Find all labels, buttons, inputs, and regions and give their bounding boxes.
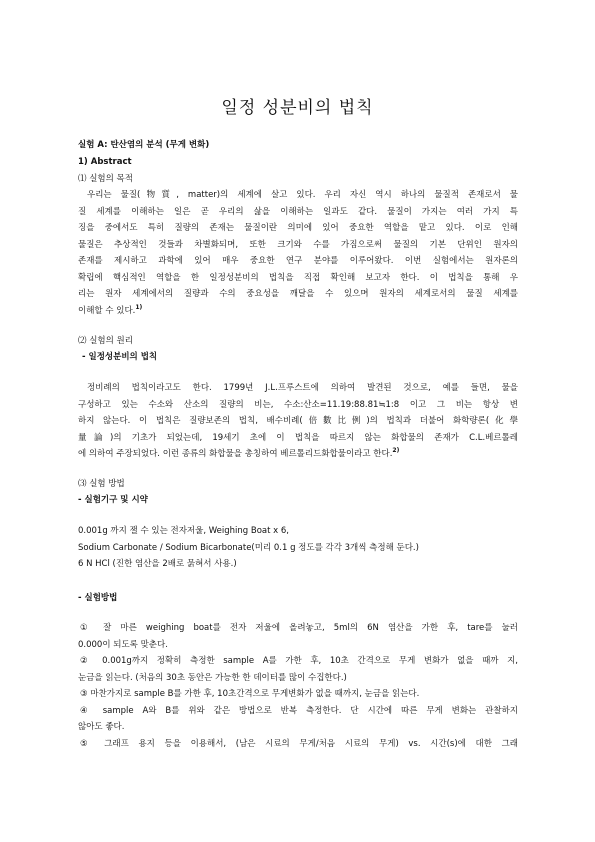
equipment-line: Sodium Carbonate / Sodium Bicarbonate(미리 0.1 g 정도를 각각 3개씩 측정해 둔다.) bbox=[78, 542, 419, 553]
principle-subheading: - 일정성분비의 법칙 bbox=[82, 352, 158, 362]
purpose-line: 우리는 물질(物質, matter)의 세계에 살고 있다. 우리 자신 역시 하나의 물질적 존재로서 물 bbox=[87, 190, 518, 200]
principle-line: 하지 않는다. 이 법칙은 질량보존의 법칙, 배수비례(倍數比例)의 법칙과 더불어 화학량론(化學 bbox=[78, 416, 518, 426]
footnote-marker: 2) bbox=[392, 447, 400, 455]
step-line: ③ 마찬가지로 sample B를 가한 후, 10초간격으로 무게변화가 없을 때까지, 눈금을 읽는다. bbox=[80, 689, 420, 699]
purpose-line: 물질은 추상적인 것들과 차별화되며, 또한 크기와 수를 가짐으로써 물질의 기본 단위인 원자의 bbox=[78, 239, 518, 250]
step-line: ① 잘 마른 weighing boat를 전자 저울에 올려놓고, 5ml의 6N 염산을 가한 후, tare를 눌러 bbox=[80, 623, 518, 633]
principle-last-line bbox=[78, 446, 518, 463]
principle-line: 에 의하여 주장되었다. 이런 종류의 화합물을 총칭하여 베르톨리드화합물이라고 한다. bbox=[78, 449, 393, 459]
principle-line: 구성하고 있는 수소와 산소의 질량의 비는, 수소:산소=11.19:88.81≒1:8 이고 그 비는 항상 변 bbox=[78, 399, 518, 410]
purpose-line: 리는 원자 세계에서의 질량과 수의 중요성을 깨달을 수 있으며 원자의 세계로서의 물질 세계를 bbox=[78, 289, 518, 299]
equipment-line: 6 N HCl (진한 염산을 2배로 묽혀서 사용.) bbox=[78, 559, 237, 569]
step-line: ④ sample A와 B를 위와 같은 방법으로 반복 측정한다. 단 시간에 따른 무게 변화는 관찰하지 bbox=[80, 705, 518, 716]
purpose-line: 존재를 제시하고 과학에 있어 매우 중요한 연구 분야를 이루어왔다. 이번 실험에서는 원자론의 bbox=[78, 256, 518, 266]
equipment-heading: - 실험기구 및 시약 bbox=[78, 495, 148, 505]
principle-line: 量論)의 기초가 되었는데, 19세기 초에 이 법칙을 따르지 않는 화합물의 존재가 C.L.베르톨레 bbox=[78, 432, 518, 443]
purpose-line: 질 세계를 이해하는 일은 곧 우리의 삶을 이해하는 일과도 같다. 물질이 가지는 여러 가지 특 bbox=[78, 206, 518, 217]
principle-heading: ⑵ 실험의 원리 bbox=[78, 336, 133, 346]
equipment-line: 0.001g 까지 잴 수 있는 전자저울, Weighing Boat x 6, bbox=[78, 526, 289, 536]
experiment-heading: 실험 A: 탄산염의 분석 (무게 변화) bbox=[78, 140, 210, 150]
procedure-steps bbox=[78, 620, 518, 752]
step-line: 0.000이 되도록 맞춘다. bbox=[78, 639, 168, 650]
footnote-marker: 1) bbox=[135, 303, 143, 311]
principle-paragraph bbox=[78, 380, 518, 463]
step-line: 눈금을 읽는다. (처음의 30초 동안은 가능한 한 데이터를 많이 수집한다.) bbox=[78, 672, 347, 683]
abstract-heading: 1) Abstract bbox=[78, 157, 132, 167]
page-title: 일정 성분비의 법칙 bbox=[221, 98, 374, 118]
procedure-heading: - 실험방법 bbox=[78, 593, 118, 603]
purpose-heading: ⑴ 실험의 목적 bbox=[78, 174, 133, 184]
method-heading: ⑶ 실험 방법 bbox=[78, 479, 125, 489]
purpose-line: 이해할 수 있다. bbox=[78, 305, 136, 316]
purpose-paragraph bbox=[78, 187, 518, 319]
step-line: 않아도 좋다. bbox=[78, 722, 125, 732]
step-line: ② 0.001g까지 정확히 측정한 sample A를 가한 후, 10초 간격으로 무게 변화가 없을 때까 지, bbox=[80, 656, 518, 666]
principle-line: 정비례의 법칙이라고도 한다. 1799년 J.L.프루스트에 의하여 발견된 것으로, 예를 들면, 물을 bbox=[87, 383, 518, 393]
equipment-list bbox=[78, 523, 518, 573]
purpose-line: 징을 중에서도 특히 질량의 존재는 물질이란 의미에 있어 중요한 역할을 맡고 있다. 이로 인해 bbox=[78, 223, 518, 233]
purpose-line: 확립에 핵심적인 역할을 한 일정성분비의 법칙을 직접 확인해 보고자 한다. 이 법칙을 통해 우 bbox=[78, 272, 518, 283]
step-line: ⑤ 그래프 용지 등을 이용해서, (남은 시료의 무게/처음 시료의 무게) vs. 시간(s)에 대한 그래 bbox=[80, 738, 518, 749]
purpose-last-line bbox=[78, 303, 518, 320]
